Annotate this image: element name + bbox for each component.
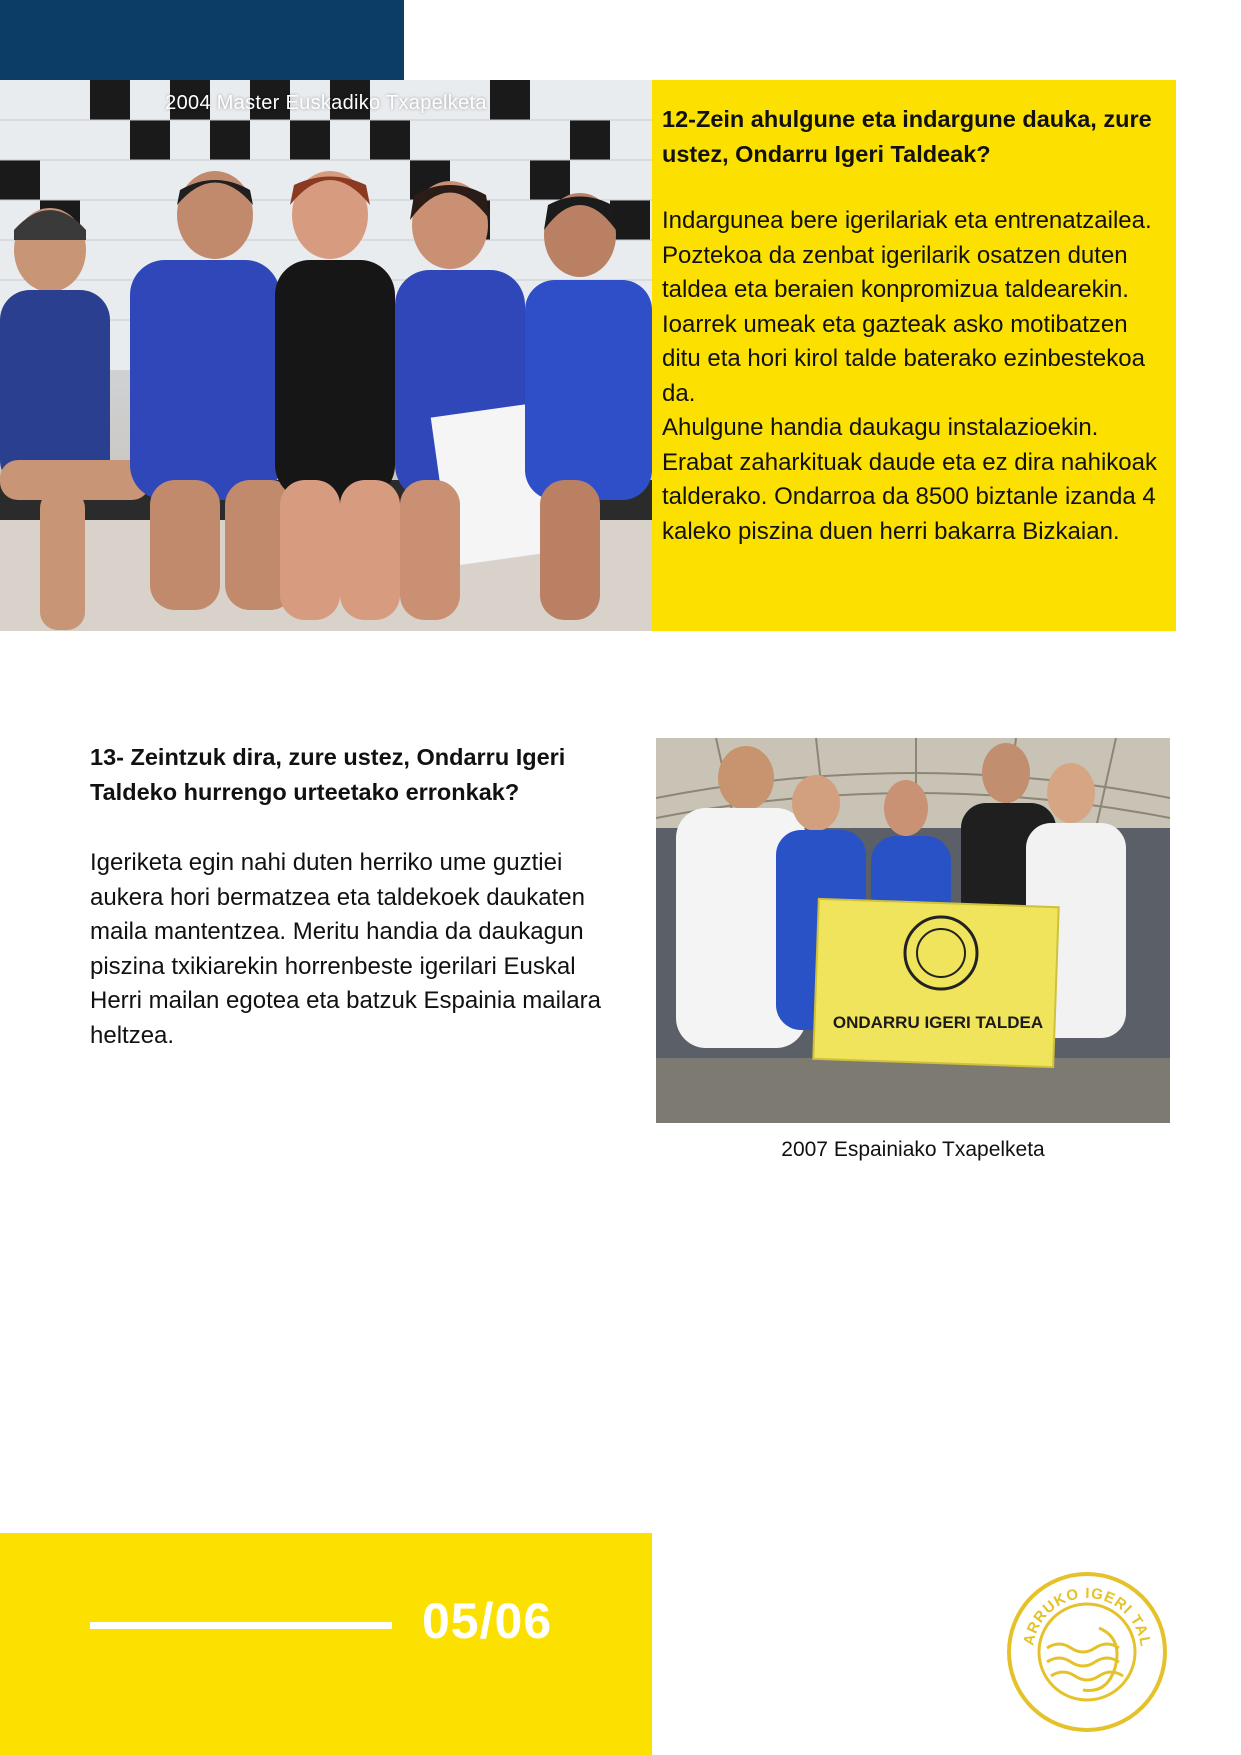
footer-divider xyxy=(90,1622,392,1629)
logo-text: ARRUKO IGERI TAL xyxy=(1020,1584,1154,1649)
answer-12-paragraph-1: Indargunea bere igerilariak eta entrenatzailea. Poztekoa da zenbat igerilarik osatzen duten taldea eta beraien konpromizua taldearekin. Ioarrek umeak eta gazteak asko motibatzen ditu eta hori kirol talde baterako ezinbestekoa da. xyxy=(662,207,1152,407)
question-12-title: 12-Zein ahulgune eta indargune dauka, zure ustez, Ondarru Igeri Taldeak? xyxy=(662,106,1152,167)
club-logo-seal-icon xyxy=(1003,1568,1171,1736)
question-13-title: 13- Zeintzuk dira, zure ustez, Ondarru Igeri Taldeko hurrengo urteetako erronkak? xyxy=(90,744,566,805)
banner-text: ONDARRU IGERI TALDEA xyxy=(832,1013,1044,1032)
answer-12-paragraph-2: Ahulgune handia daukagu instalazioekin. Erabat zaharkituak daude eta ez dira nahikoak talderako. Ondarroa da 8500 biztanle izanda 4 kaleko piszina duen herri bakarra Bizkaian. xyxy=(662,414,1157,545)
swimmers-photo xyxy=(0,80,652,631)
answer-12 xyxy=(662,204,1166,549)
question-13-section xyxy=(90,740,610,1053)
club-logo xyxy=(1003,1568,1171,1736)
footer-yellow-band xyxy=(0,1533,652,1755)
swimmers-illustration xyxy=(0,80,652,631)
group-banner-photo xyxy=(656,738,1170,1123)
answer-13: Igeriketa egin nahi duten herriko ume guztiei aukera hori bermatzea eta taldekoek daukaten maila mantentzea. Meritu handia da daukagun piszina txikiarekin horrenbeste igerilari Euskal Herri mailan egotea eta batzuk Espainia mailara heltzea. xyxy=(90,849,601,1049)
photo1-caption: 2004 Master Euskadiko Txapelketa xyxy=(165,92,487,114)
photo2-caption: 2007 Espainiako Txapelketa xyxy=(781,1138,1045,1161)
group-illustration xyxy=(656,738,1170,1123)
page-number: 05/06 xyxy=(422,1593,553,1649)
question-12-box xyxy=(652,80,1176,631)
top-navy-bar xyxy=(0,0,404,80)
